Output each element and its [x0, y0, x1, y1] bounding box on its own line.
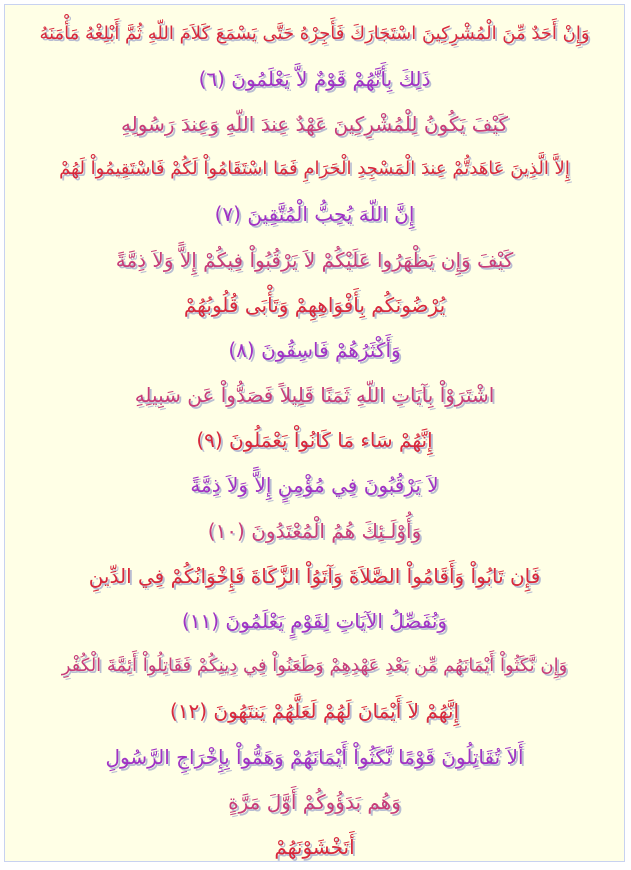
verse-line	[5, 598, 624, 643]
verse-text: إِنَّهُمْ لاَ أَيْمَانَ لَهُمْ لَعَلَّهُمْ يَنتَهُونَ (١٢)	[169, 699, 460, 724]
verse-line	[5, 373, 624, 418]
verse-line	[5, 237, 624, 282]
verse-line	[5, 508, 624, 553]
verse-text: وَإِن نَّكَثُواْ أَيْمَانَهُم مِّن بَعْدِ عَهْدِهِمْ وَطَعَنُواْ فِي دِينِكُمْ فَقَاتِلُواْ أَئِمَّةَ الْكُفْرِ	[61, 655, 568, 677]
verse-text: اشْتَرَوْاْ بِآيَاتِ اللّهِ ثَمَنًا قَلِيلاً فَصَدُّواْ عَن سَبِيلِهِ	[134, 383, 495, 408]
verse-line	[5, 327, 624, 372]
verse-line	[5, 824, 624, 862]
verse-text: أَلاَ تُقَاتِلُونَ قَوْمًا نَّكَثُواْ أَيْمَانَهُمْ وَهَمُّواْ بِإِخْرَاجِ الرَّسُولِ	[105, 744, 524, 769]
verse-text: ذَلِكَ بِأَنَّهُمْ قَوْمٌ لاَّ يَعْلَمُونَ (٦)	[198, 66, 431, 91]
verse-line	[5, 463, 624, 508]
verse-text: وَأَكْثَرُهُمْ فَاسِقُونَ (٨)	[228, 337, 401, 362]
verse-text: إِنَّ اللّهَ يُحِبُّ الْمُتَّقِينَ (٧)	[214, 202, 415, 227]
verse-text: إِلاَّ الَّذِينَ عَاهَدتُّمْ عِندَ الْمَسْجِدِ الْحَرَامِ فَمَا اسْتَقَامُواْ لَكُمْ فَاسْتَقِيمُواْ لَهُمْ	[59, 158, 570, 180]
verse-text: إِنَّهُمْ سَاء مَا كَانُواْ يَعْمَلُونَ (٩)	[196, 428, 433, 453]
verse-line	[5, 101, 624, 146]
verse-text: يُرْضُونَكُم بِأَفْوَاهِهِمْ وَتَأْبَى قُلُوبُهُمْ	[183, 292, 446, 317]
verse-line	[5, 689, 624, 734]
verse-line	[5, 644, 624, 689]
verse-list	[5, 11, 624, 862]
verse-text: وَأُوْلَـئِكَ هُمُ الْمُعْتَدُونَ (١٠)	[207, 518, 422, 543]
verse-line	[5, 11, 624, 56]
verse-line	[5, 553, 624, 598]
verse-text: أَتَخْشَوْنَهُمْ	[274, 834, 355, 859]
verse-line	[5, 56, 624, 101]
verse-text: كَيْفَ يَكُونُ لِلْمُشْرِكِينَ عَهْدٌ عِندَ اللّهِ وَعِندَ رَسُولِهِ	[120, 111, 509, 136]
verse-text: وَهُم بَدَؤُوكُمْ أَوَّلَ مَرَّةٍ	[228, 789, 401, 814]
verse-text: وَنُفَصِّلُ الآيَاتِ لِقَوْمٍ يَعْلَمُونَ (١١)	[181, 609, 448, 634]
verse-line	[5, 192, 624, 237]
verse-text: كَيْفَ وَإِن يَظْهَرُوا عَلَيْكُمْ لاَ يَرْقُبُواْ فِيكُمْ إِلاًّ وَلاَ ذِمَّةً	[115, 247, 514, 272]
verse-line	[5, 282, 624, 327]
verse-text: لاَ يَرْقُبُونَ فِي مُؤْمِنٍ إِلاًّ وَلاَ ذِمَّةً	[190, 473, 439, 498]
verse-line	[5, 147, 624, 192]
verse-line	[5, 418, 624, 463]
verse-text: وَإِنْ أَحَدٌ مِّنَ الْمُشْرِكِينَ اسْتَجَارَكَ فَأَجِرْهُ حَتَّى يَسْمَعَ كَلاَمَ اللّهِ ثُمَّ أَبْلِغْهُ مَأْمَنَهُ	[39, 22, 590, 44]
verse-text: فَإِن تَابُواْ وَأَقَامُواْ الصَّلاَةَ وَآتَوُاْ الزَّكَاةَ فَإِخْوَانُكُمْ فِي الدِّينِ	[88, 563, 541, 588]
verse-line	[5, 779, 624, 824]
verse-page	[4, 4, 625, 862]
verse-line	[5, 734, 624, 779]
